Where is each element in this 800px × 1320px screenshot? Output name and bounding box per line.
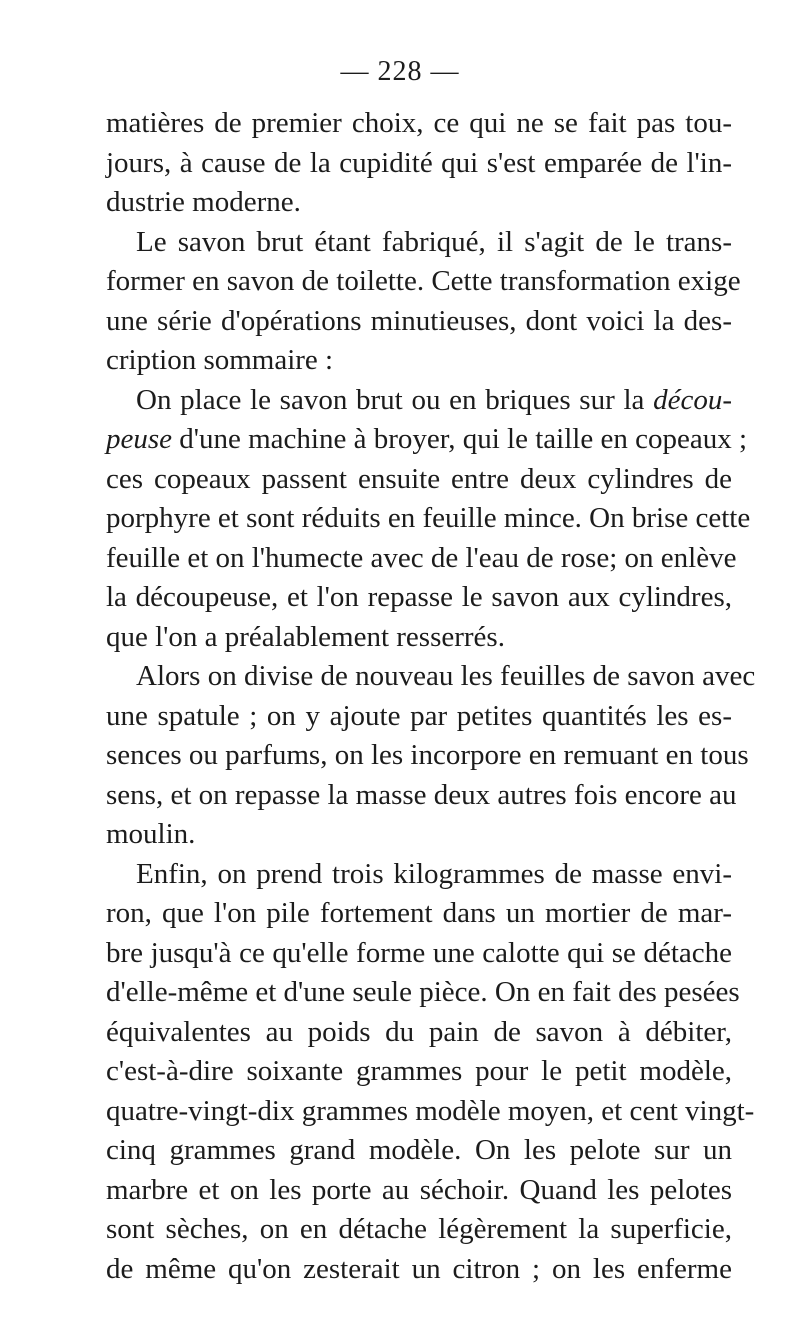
text-line: la découpeuse, et l'on repasse le savon aux cylindres,	[106, 581, 732, 613]
text-line: porphyre et sont réduits en feuille mince. On brise cette	[106, 502, 751, 534]
text-line: cinq grammes grand modèle. On les pelote sur un	[106, 1134, 732, 1166]
text-segment: d'une machine à broyer, qui le taille en copeaux ;	[179, 423, 748, 455]
text-line: moulin.	[106, 818, 196, 850]
text-line: une série d'opérations minutieuses, dont voici la des-	[106, 304, 732, 337]
page-number: — 228 —	[340, 56, 460, 87]
italic-term: décou-	[653, 383, 733, 416]
text-line: équivalentes au poids du pain de savon à débiter,	[106, 1015, 732, 1048]
text-line: former en savon de toilette. Cette transformation exige	[106, 265, 741, 297]
text-line: de même qu'on zesterait un citron ; on les enferme	[106, 1252, 732, 1285]
text-line: Le savon brut étant fabriqué, il s'agit de le trans-	[136, 225, 732, 258]
text-line: cription sommaire :	[106, 344, 334, 376]
text-line: d'elle-même et d'une seule pièce. On en fait des pesées	[106, 976, 740, 1008]
body-text	[106, 104, 756, 1289]
text-line-with-italic	[106, 420, 748, 460]
text-line: une spatule ; on y ajoute par petites quantités les es-	[106, 699, 732, 732]
text-line: sences ou parfums, on les incorpore en remuant en tous	[106, 739, 749, 771]
text-line: marbre et on les porte au séchoir. Quand les pelotes	[106, 1173, 732, 1206]
text-line: ces copeaux passent ensuite entre deux cylindres de	[106, 462, 732, 495]
text-line: Alors on divise de nouveau les feuilles de savon avec	[136, 660, 756, 692]
text-line: c'est-à-dire soixante grammes pour le petit modèle,	[106, 1055, 732, 1087]
text-line: sont sèches, on en détache légèrement la superficie,	[106, 1213, 732, 1245]
text-line: sens, et on repasse la masse deux autres fois encore au	[106, 778, 737, 811]
text-line: jours, à cause de la cupidité qui s'est emparée de l'in-	[106, 146, 732, 179]
text-line-with-italic	[106, 381, 732, 421]
text-segment: On place le savon brut ou en briques sur la	[136, 383, 645, 416]
text-line: Enfin, on prend trois kilogrammes de masse envi-	[136, 857, 732, 890]
text-line: dustrie moderne.	[106, 186, 301, 218]
text-line: quatre-vingt-dix grammes modèle moyen, et cent vingt-	[106, 1094, 755, 1127]
text-line: bre jusqu'à ce qu'elle forme une calotte qui se détache	[106, 936, 732, 969]
italic-term: peuse	[106, 423, 173, 455]
text-line: que l'on a préalablement resserrés.	[106, 620, 505, 653]
text-line: matières de premier choix, ce qui ne se fait pas tou-	[106, 107, 732, 139]
text-line: feuille et on l'humecte avec de l'eau de rose; on enlève	[106, 541, 737, 574]
text-line: ron, que l'on pile fortement dans un mortier de mar-	[106, 897, 732, 929]
